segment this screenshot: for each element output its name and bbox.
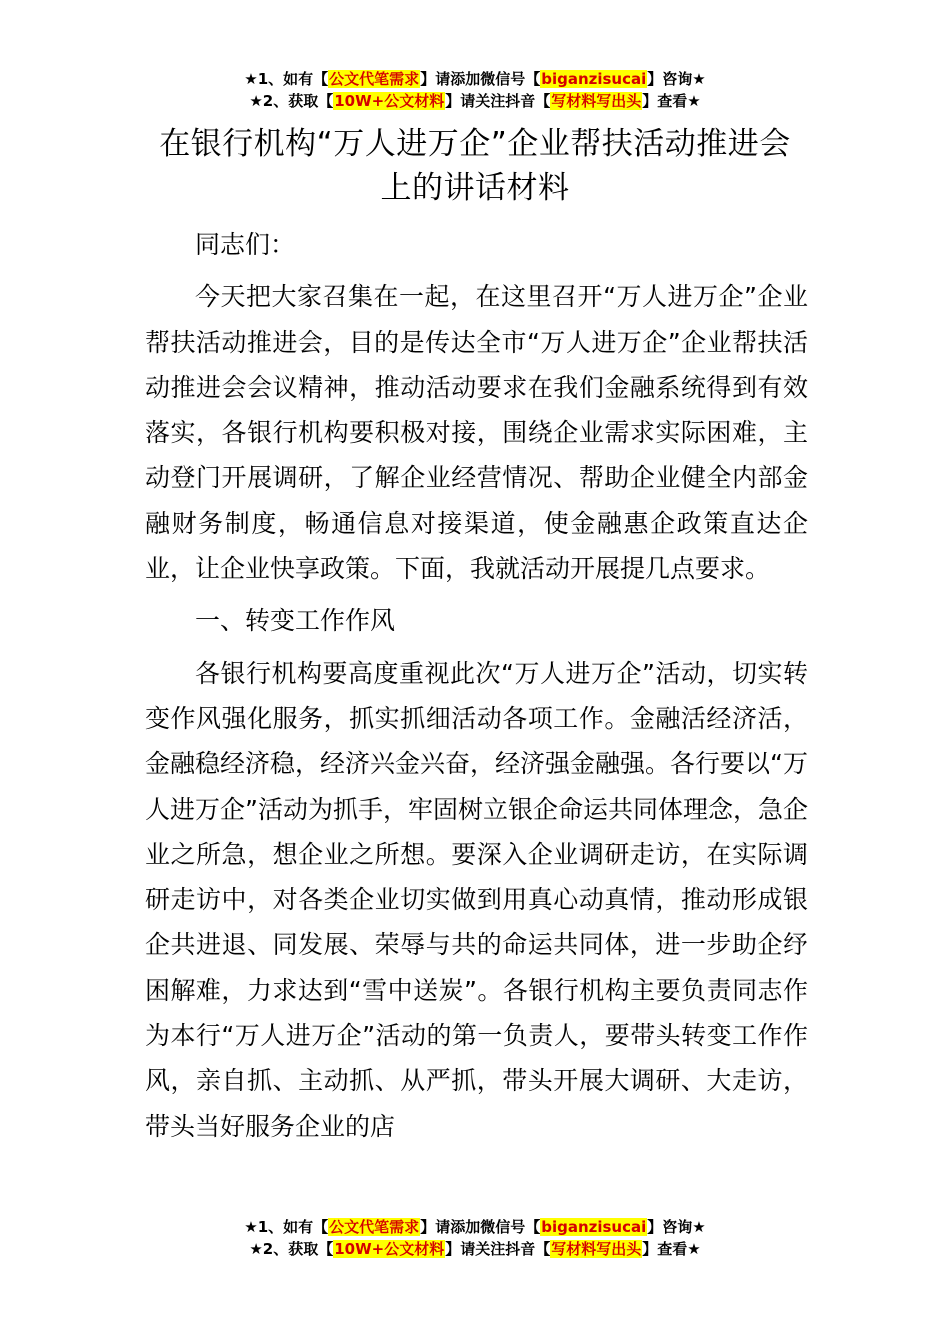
banner-text: ★2、获取【 <box>249 92 334 110</box>
banner-line-1 <box>0 68 950 90</box>
banner-text: 】请添加微信号【 <box>420 1218 541 1236</box>
banner-highlight: biganzisucai <box>541 70 647 88</box>
document-body <box>145 222 808 1156</box>
banner-highlight: 10W+公文材料 <box>334 92 445 110</box>
banner-line-2 <box>0 90 950 112</box>
banner-text: 】咨询★ <box>647 1218 706 1236</box>
banner-text: 】请关注抖音【 <box>445 92 551 110</box>
header-banner <box>0 68 950 112</box>
banner-text: ★2、获取【 <box>249 1240 334 1258</box>
banner-text: 】请关注抖音【 <box>445 1240 551 1258</box>
banner-text: 】请添加微信号【 <box>420 70 541 88</box>
banner-text: 】咨询★ <box>647 70 706 88</box>
body-paragraph: 今天把大家召集在一起，在这里召开“万人进万企”企业帮扶活动推进会，目的是传达全市“万人进万企”企业帮扶活动推进会会议精神，推动活动要求在我们金融系统得到有效落实，各银行机构要积极对接，围绕企业需求实际困难，主动登门开展调研，了解企业经营情况、帮助企业健全内部金融财务制度，畅通信息对接渠道，使金融惠企政策直达企业，让企业快享政策。下面，我就活动开展提几点要求。 <box>145 282 808 584</box>
banner-text: 】查看★ <box>642 92 701 110</box>
salutation: 同志们： <box>195 230 296 259</box>
footer-banner <box>0 1216 950 1260</box>
banner-line-2 <box>0 1238 950 1260</box>
banner-line-1 <box>0 1216 950 1238</box>
document-title: 在银行机构“万人进万企”企业帮扶活动推进会上的讲话材料 <box>159 126 791 206</box>
banner-highlight: 写材料写出头 <box>551 1240 642 1258</box>
banner-text: 】查看★ <box>642 1240 701 1258</box>
body-paragraph: 各银行机构要高度重视此次“万人进万企”活动，切实转变作风强化服务，抓实抓细活动各项工作。金融活经济活，金融稳经济稳，经济兴金兴奋，经济强金融强。各行要以“万人进万企”活动为抓手，牢固树立银企命运共同体理念，急企业之所急，想企业之所想。要深入企业调研走访，在实际调研走访中，对各类企业切实做到用真心动真情，推动形成银企共进退、同发展、荣辱与共的命运共同体，进一步助企纾困解难，力求达到“雪中送炭”。各银行机构主要负责同志作为本行“万人进万企”活动的第一负责人，要带头转变工作作风，亲自抓、主动抓、从严抓，带头开展大调研、大走访，带头当好服务企业的店 <box>145 658 808 1141</box>
banner-highlight: 10W+公文材料 <box>334 1240 445 1258</box>
section-heading: 一、转变工作作风 <box>195 606 396 636</box>
banner-highlight: 公文代笔需求 <box>329 1218 420 1236</box>
banner-highlight: biganzisucai <box>541 1218 647 1236</box>
banner-highlight: 公文代笔需求 <box>329 70 420 88</box>
banner-text: ★1、如有【 <box>244 70 329 88</box>
banner-text: ★1、如有【 <box>244 1218 329 1236</box>
banner-highlight: 写材料写出头 <box>551 92 642 110</box>
